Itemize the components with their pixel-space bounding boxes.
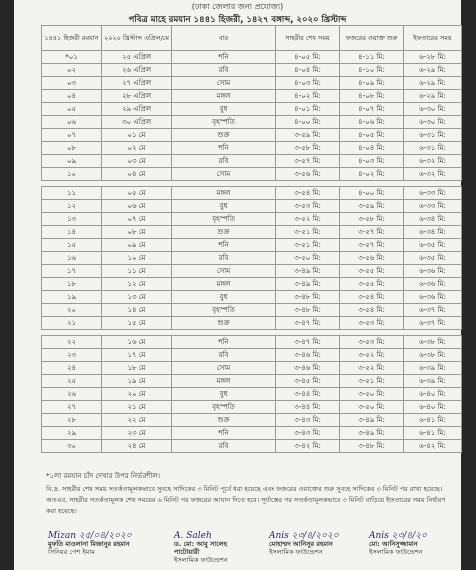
signature-block (174, 532, 254, 564)
column-header: ১৪৪১ হিজরী রমযান (42, 26, 102, 51)
table-cell: ৩-৫১ মি: (340, 375, 404, 388)
table-cell: রবি (172, 252, 276, 265)
table-cell: ২৭ (42, 401, 102, 414)
table-cell: ৬-৩৩ মি: (404, 187, 462, 200)
column-header: ইফতারের সময় (404, 26, 462, 51)
table-row (42, 213, 462, 226)
table-cell: ৩-৪৪ মি: (276, 401, 340, 414)
table-cell: ৬-৩১ মি: (404, 142, 462, 155)
table-cell: ১০ (42, 168, 102, 181)
table-cell: ২৩ মে (102, 427, 172, 440)
table-cell: *০১ (42, 51, 102, 64)
table-row (42, 401, 462, 414)
table-cell: ৪-০০ মি: (276, 116, 340, 129)
table-cell: ১৩ মে (102, 291, 172, 304)
table-cell: ০৫ মে (102, 187, 172, 200)
table-cell: ১৪ মে (102, 304, 172, 317)
table-cell: ৩-৫২ মি: (340, 362, 404, 375)
table-cell: ৩-৫৭ মি: (340, 239, 404, 252)
table-cell: রবি (172, 349, 276, 362)
table-cell: ৬-৪১ মি: (404, 414, 462, 427)
handwritten-signature: A. Saleh (174, 531, 212, 541)
table-cell: ৩-৪৮ মি: (276, 304, 340, 317)
table-cell: শুক্র (172, 129, 276, 142)
table-cell: ৩-৫৯ মি: (276, 129, 340, 142)
handwritten-signature: Anis ২৩/৪/২০ (369, 531, 427, 541)
table-cell: ৪-০৯ মি: (340, 77, 404, 90)
table-cell: ৩-৪৯ মি: (340, 427, 404, 440)
table-row (42, 252, 462, 265)
table-cell: ৬-৩৮ মি: (404, 349, 462, 362)
table-cell: ২২ (42, 336, 102, 349)
table-row (42, 200, 462, 213)
table-row (42, 103, 462, 116)
table-cell: বুধ (172, 291, 276, 304)
column-header: সাহরীর শেষ সময় (276, 26, 340, 51)
table-cell: ৩-৫৩ মি: (340, 336, 404, 349)
table-cell: ৩-৫৫ মি: (340, 278, 404, 291)
table-cell: ৩-৪৭ মি: (276, 317, 340, 330)
table-cell: শনি (172, 427, 276, 440)
table-row (42, 278, 462, 291)
table-row (42, 427, 462, 440)
table-row (42, 168, 462, 181)
signatory-role: ইসলামিক ফাউন্ডেশন (174, 556, 228, 564)
table-cell: ৩-৫১ মি: (276, 239, 340, 252)
table-cell: ৩-৪৬ মি: (276, 349, 340, 362)
signatory-name: মুফতি মাওলানা মিজানুর রহমান (48, 540, 130, 548)
table-cell: শনি (172, 51, 276, 64)
table-cell: ২৬ এপ্রিল (102, 64, 172, 77)
table-cell: ৬-৩৯ মি: (404, 375, 462, 388)
table-cell: বৃহস্পতি (172, 116, 276, 129)
table-cell: শনি (172, 336, 276, 349)
table-cell: ১৭ (42, 265, 102, 278)
table-cell: ০১ মে (102, 129, 172, 142)
table-cell: ৬-৪০ মি: (404, 388, 462, 401)
table-cell: ৩-৫৮ মি: (340, 213, 404, 226)
table-cell: ২৪ (42, 362, 102, 375)
table-cell: ২৮ (42, 414, 102, 427)
table-cell: ৩-৪৮ মি: (276, 291, 340, 304)
table-cell: ৩-৫৫ মি: (340, 265, 404, 278)
table-cell: ৩০ এপ্রিল (102, 116, 172, 129)
table-cell: বৃহস্পতি (172, 401, 276, 414)
table-cell: ৪-০১ মি: (276, 103, 340, 116)
table-cell: ৪-০৪ মি: (340, 142, 404, 155)
table-cell: ৪-১১ মি: (340, 51, 404, 64)
table-cell: বুধ (172, 200, 276, 213)
table-cell: ০৬ (42, 116, 102, 129)
table-row (42, 291, 462, 304)
table-cell: ৪-০৩ মি: (340, 155, 404, 168)
table-cell: ৩-৫০ মি: (340, 388, 404, 401)
table-cell: ৪-০৮ মি: (340, 90, 404, 103)
district-note: (ঢাকা জেলার জন্য প্রযোজ্য) (191, 2, 284, 11)
table-cell: ১৫ মে (102, 317, 172, 330)
table-cell: ১১ মে (102, 265, 172, 278)
table-cell: ৩-৫৪ মি: (340, 304, 404, 317)
table-cell: শুক্র (172, 414, 276, 427)
table-cell: ০৩ মে (102, 155, 172, 168)
table-cell: ২০ মে (102, 388, 172, 401)
table-row (42, 440, 462, 453)
table-cell: ৩-৫৭ মি: (276, 155, 340, 168)
table-cell: ১৬ মে (102, 336, 172, 349)
table-row (42, 388, 462, 401)
table-cell: শনি (172, 142, 276, 155)
table-cell: সোম (172, 168, 276, 181)
table-cell: ৩-৫৮ মি: (276, 142, 340, 155)
table-row (42, 64, 462, 77)
table-cell: ৩-৫৭ মি: (340, 226, 404, 239)
table-cell: ১৯ (42, 291, 102, 304)
table-row (42, 414, 462, 427)
handwritten-signature: Anis ২৩/৪/২০২০ (269, 531, 339, 541)
table-cell: ৬-৪২ মি: (404, 440, 462, 453)
table-cell: ০৬ মে (102, 200, 172, 213)
table-cell: ৩-৫০ মি: (276, 252, 340, 265)
table-cell: ৪-০০ মি: (340, 187, 404, 200)
table-cell: ২৭ এপ্রিল (102, 77, 172, 90)
table-cell: ৬-৩৬ মি: (404, 278, 462, 291)
table-row (42, 304, 462, 317)
table-cell: ৩-৫২ মি: (276, 213, 340, 226)
table-cell: ১৯ মে (102, 375, 172, 388)
table-cell: ২০ (42, 304, 102, 317)
table-cell: ৬-২৮ মি: (404, 51, 462, 64)
table-cell: ১৭ মে (102, 349, 172, 362)
page-title: পবিত্র মাহে রমযান ১৪৪১ হিজরী, ১৪২৭ বঙ্গাব্দ, ২০২০ খ্রিস্টাব্দ (128, 15, 347, 25)
table-cell: ০৭ (42, 129, 102, 142)
table-cell: রবি (172, 440, 276, 453)
table-cell: ৩-৪৯ মি: (276, 265, 340, 278)
table-cell: সোম (172, 362, 276, 375)
table-cell: ৩-৫৯ মি: (340, 200, 404, 213)
table-cell: ০৯ (42, 155, 102, 168)
table-cell: ৩-৫৬ মি: (340, 252, 404, 265)
table-row (42, 362, 462, 375)
table-row (42, 142, 462, 155)
table-cell: ৬-৩৭ মি: (404, 317, 462, 330)
table-cell: ১২ (42, 200, 102, 213)
table-row (42, 317, 462, 330)
signatory-name: ড. মো: আবু সালেহ পাটোয়ারী (174, 540, 228, 556)
table-cell: ৩-৪৩ মি: (276, 427, 340, 440)
table-cell: ০৮ (42, 142, 102, 155)
table-row (42, 129, 462, 142)
table-cell: শনি (172, 239, 276, 252)
table-cell: ৬-৪০ মি: (404, 401, 462, 414)
table-cell: ৬-৩৪ মি: (404, 226, 462, 239)
table-cell: ০৭ মে (102, 213, 172, 226)
table-cell: ০৫ (42, 103, 102, 116)
signatory-name: মোহাম্মদ আনিসুর রহমান (269, 540, 333, 548)
table-cell: মঙ্গল (172, 90, 276, 103)
table-cell: ১২ মে (102, 278, 172, 291)
footnote: *১লা রমযান চাঁদ দেখার উপর নির্ভরশীল। (46, 472, 161, 480)
table-cell: ৩-৫৪ মি: (340, 291, 404, 304)
table-cell: ৬-৩০ মি: (404, 103, 462, 116)
handwritten-signature: Mizan ২৫/০৪/২০২০ (48, 531, 132, 541)
table-cell: বৃহস্পতি (172, 304, 276, 317)
table-cell: ২৮ এপ্রিল (102, 90, 172, 103)
table-cell: ১৪ (42, 226, 102, 239)
table-cell: বুধ (172, 388, 276, 401)
table-cell: ৬-৩০ মি: (404, 116, 462, 129)
table-cell: ৩-৪৩ মি: (276, 414, 340, 427)
signature-block (48, 532, 148, 556)
table-cell: ৩-৫৪ মি: (276, 187, 340, 200)
table-cell: ৬-২৯ মি: (404, 90, 462, 103)
table-cell: ৩-৪৮ মি: (340, 440, 404, 453)
table-cell: ৪-০২ মি: (276, 90, 340, 103)
table-cell: ১১ (42, 187, 102, 200)
table-header-row (42, 26, 462, 51)
table-row (42, 239, 462, 252)
table-cell: ৩-৫৩ মি: (340, 317, 404, 330)
table-cell: ৬-৩৫ মি: (404, 252, 462, 265)
table-cell: ২৯ (42, 427, 102, 440)
table-cell: ০৮ মে (102, 226, 172, 239)
table-row (42, 336, 462, 349)
signatory-role: সিনিয়র পেশ ইমাম (48, 548, 95, 556)
table-cell: ৬-৩১ মি: (404, 129, 462, 142)
table-cell: ৬-৩৬ মি: (404, 291, 462, 304)
signatory-role: ইসলামিক ফাউন্ডেশন (269, 548, 323, 556)
table-row (42, 155, 462, 168)
table-cell: ২৩ (42, 349, 102, 362)
table-cell: মঙ্গল (172, 187, 276, 200)
table-cell: রবি (172, 155, 276, 168)
table-cell: বৃহস্পতি (172, 213, 276, 226)
table-cell: ৪-০৭ মি: (340, 103, 404, 116)
table-cell: ৩-৫৩ মি: (276, 200, 340, 213)
table-cell: ১৮ মে (102, 362, 172, 375)
table-cell: ৩-৪৫ মি: (276, 375, 340, 388)
column-header: ২০২০ খ্রিস্টাব্দ এপ্রিল/মে (102, 26, 172, 51)
ramadan-timetable (41, 25, 462, 453)
table-cell: ৬-৩৫ মি: (404, 239, 462, 252)
table-cell: ৪-০২ মি: (340, 168, 404, 181)
table-cell: ৩-৪৯ মি: (276, 278, 340, 291)
column-header: ফজরের ওয়াক্ত শুরু (340, 26, 404, 51)
table-cell: ৩-৫২ মি: (340, 349, 404, 362)
table-row (42, 77, 462, 90)
signature-block (369, 532, 459, 556)
table-cell: ৩-৪৪ মি: (276, 388, 340, 401)
table-row (42, 51, 462, 64)
column-header: বার (172, 26, 276, 51)
table-cell: মঙ্গল (172, 375, 276, 388)
table-cell: ২৪ মে (102, 440, 172, 453)
signature-block (269, 532, 359, 556)
table-cell: ১৩ (42, 213, 102, 226)
table-cell: ৩-৪৭ মি: (276, 336, 340, 349)
remark-paragraph: বি.দ্র. সাহরীর শেষ সময় সতর্কতামূলকভাবে সুবহে সাদিকের ৩ মিনিট পূর্বে ধরা হয়েছে এবং ফজরের ওয়াক্তের শুরু সুবহে সাদিকের ৩ মিনিট পর রাখা হয়েছে। অতএব, সাহরীর সতর্কতামূলক শেষ সময়ের ৬ মিনিট পর ফজরের আযান দিতে হবে। সূর্যাস্তের পর সতর্কতামূলকভাবে ৩ মিনিট বাড়িয়ে ইফতারের সময় নির্ধারণ করা হয়েছে। (46, 485, 446, 515)
table-cell: ১০ মে (102, 252, 172, 265)
table-body (42, 51, 462, 453)
table-cell: ৬-৩৬ মি: (404, 265, 462, 278)
table-cell: ২১ (42, 317, 102, 330)
table-cell: ২৯ এপ্রিল (102, 103, 172, 116)
table-cell: ৩০ (42, 440, 102, 453)
table-cell: ২৫ এপ্রিল (102, 51, 172, 64)
table-row (42, 349, 462, 362)
table-cell: ৬-৩৮ মি: (404, 336, 462, 349)
table-cell: মঙ্গল (172, 278, 276, 291)
table-cell: ১৬ (42, 252, 102, 265)
table-cell: ৩-৫৬ মি: (276, 168, 340, 181)
table-cell: ৬-৪১ মি: (404, 427, 462, 440)
table-cell: ২৫ (42, 375, 102, 388)
table-cell: ২২ মে (102, 414, 172, 427)
table-cell: ৩-৪৬ মি: (276, 362, 340, 375)
table-cell: ০৩ (42, 77, 102, 90)
table-cell: ৬-৩২ মি: (404, 168, 462, 181)
table-row (42, 187, 462, 200)
table-cell: ৩-৪৯ মি: (340, 414, 404, 427)
table-cell: ৬-৩৪ মি: (404, 213, 462, 226)
signatory-name: মো: আনিসুজ্জামান (369, 540, 418, 548)
table-cell: বুধ (172, 103, 276, 116)
table-cell: ৩-৫১ মি: (276, 226, 340, 239)
table-row (42, 265, 462, 278)
table-cell: রবি (172, 64, 276, 77)
table-cell: ৩-৪২ মি: (276, 440, 340, 453)
table-cell: সোম (172, 77, 276, 90)
table-cell: ৩-৫০ মি: (340, 401, 404, 414)
table-cell: ৪-০৩ মি: (276, 77, 340, 90)
table-cell: ১৮ (42, 278, 102, 291)
table-cell: সোম (172, 265, 276, 278)
table-cell: ০৪ (42, 90, 102, 103)
table-cell: ০২ মে (102, 142, 172, 155)
table-row (42, 116, 462, 129)
table-cell: ৬-৩৭ মি: (404, 304, 462, 317)
table-cell: ০২ (42, 64, 102, 77)
table-cell: ৬-২৯ মি: (404, 64, 462, 77)
table-cell: শুক্র (172, 317, 276, 330)
table-cell: ৪-০৫ মি: (340, 129, 404, 142)
document-page (14, 0, 461, 570)
table-cell: ৪-০৪ মি: (276, 64, 340, 77)
table-cell: ০৪ মে (102, 168, 172, 181)
table-row (42, 90, 462, 103)
table-cell: ৬-৩৩ মি: (404, 200, 462, 213)
table-cell: ০৯ মে (102, 239, 172, 252)
table-cell: ৬-৩২ মি: (404, 155, 462, 168)
table-cell: শুক্র (172, 226, 276, 239)
table-cell: ২৬ (42, 388, 102, 401)
table-cell: ৬-২৯ মি: (404, 77, 462, 90)
table-row (42, 226, 462, 239)
table-cell: ৬-৩৯ মি: (404, 362, 462, 375)
table-row (42, 375, 462, 388)
table-cell: ৪-১০ মি: (340, 64, 404, 77)
signatory-role: ইসলামিক ফাউন্ডেশন (369, 548, 423, 556)
table-cell: ১৫ (42, 239, 102, 252)
table-cell: ৪-০৬ মি: (340, 116, 404, 129)
table-cell: ৪-০৫ মি: (276, 51, 340, 64)
table-cell: ২১ মে (102, 401, 172, 414)
